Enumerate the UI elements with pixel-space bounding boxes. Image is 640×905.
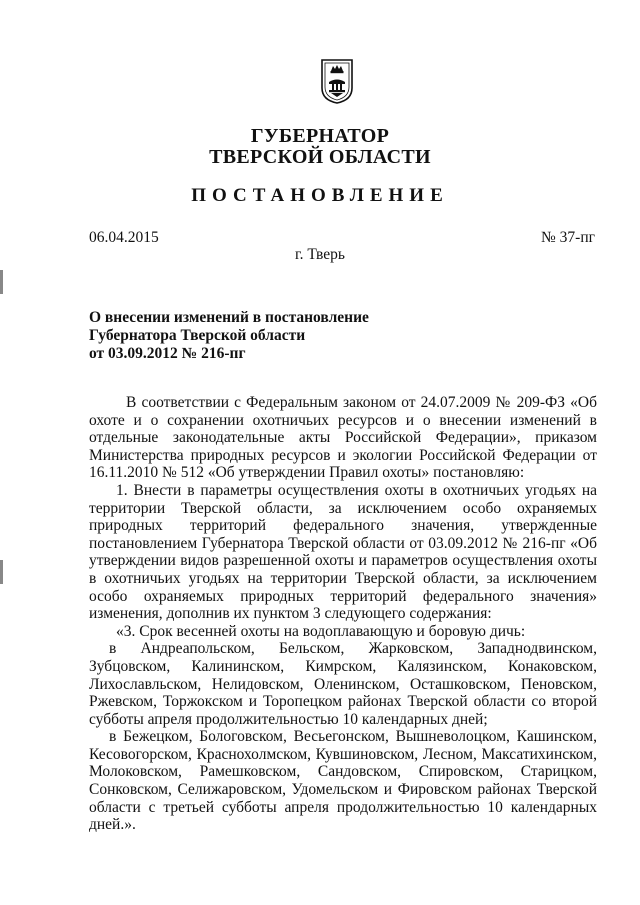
document-type: ПОСТАНОВЛЕНИЕ <box>191 185 449 206</box>
body-paragraph-clause-1: 1. Внести в параметры осуществления охоты в охотничьих угодьях на территории Тверской области, за исключением особо охраняемых природных территорий федерального значения, утвержденные постановлением Губернатора Тверской области от 03.09.2012 № 216-пг «Об утверждении видов разрешенной охоты и параметров осуществления охоты в охотничьих угодьях на территории Тверской области, за исключением особо охраняемых природных территорий федерального значения» изменения, дополнив их пунктом 3 следующего содержания: <box>89 481 597 623</box>
body-paragraph-preamble: В соответствии с Федеральным законом от 24.07.2009 № 209-ФЗ «Об охоте и о сохранении охотничьих ресурсов и о внесении изменений в отдельные законодательные акты Российской Федерации», приказом Министерства природных ресурсов и экологии Российской Федерации от 16.11.2010 № 512 «Об утверждении Правил охоты» постановляю: <box>89 394 597 482</box>
document-date: 06.04.2015 <box>89 229 159 246</box>
subject-line: от 03.09.2012 № 216-пг <box>89 345 246 362</box>
scan-edge-mark <box>0 560 3 584</box>
document-city: г. Тверь <box>295 246 345 263</box>
region-title: ТВЕРСКОЙ ОБЛАСТИ <box>209 146 431 168</box>
document-subject <box>89 309 369 363</box>
body-paragraph-districts-second-saturday: в Андреапольском, Бельском, Жарковском, Западнодвинском, Зубцовском, Калининском, Кимрском, Калязинском, Конаковском, Лихославльском, Нелидовском, Оленинском, Осташковском, Пеновском, Ржевском, Торжокском и Торопецком районах Тверской области со второй субботы апреля продолжительностью 10 календарных дней; <box>89 640 597 728</box>
body-paragraph-clause-3: «3. Срок весенней охоты на водоплавающую и боровую дичь: <box>116 622 526 640</box>
body-paragraph-districts-third-saturday: в Бежецком, Бологовском, Весьегонском, Вышневолоцком, Кашинском, Кесовогорском, Краснохолмском, Кувшиновском, Лесном, Максатихинском, Молоковском, Рамешковском, Сандовском, Спировском, Старицком, Сонковском, Селижаровском, Удомельском и Фировском районах Тверской области с третьей субботы апреля продолжительностью 10 календарных дней.». <box>89 728 597 834</box>
governor-title: ГУБЕРНАТОР <box>250 125 390 147</box>
tver-coat-of-arms-icon <box>320 58 354 104</box>
subject-line: Губернатора Тверской области <box>89 327 306 344</box>
subject-line: О внесении изменений в постановление <box>89 309 369 326</box>
document-number: № 37-пг <box>541 229 595 246</box>
document-body <box>89 394 597 834</box>
scan-edge-mark <box>0 270 3 294</box>
